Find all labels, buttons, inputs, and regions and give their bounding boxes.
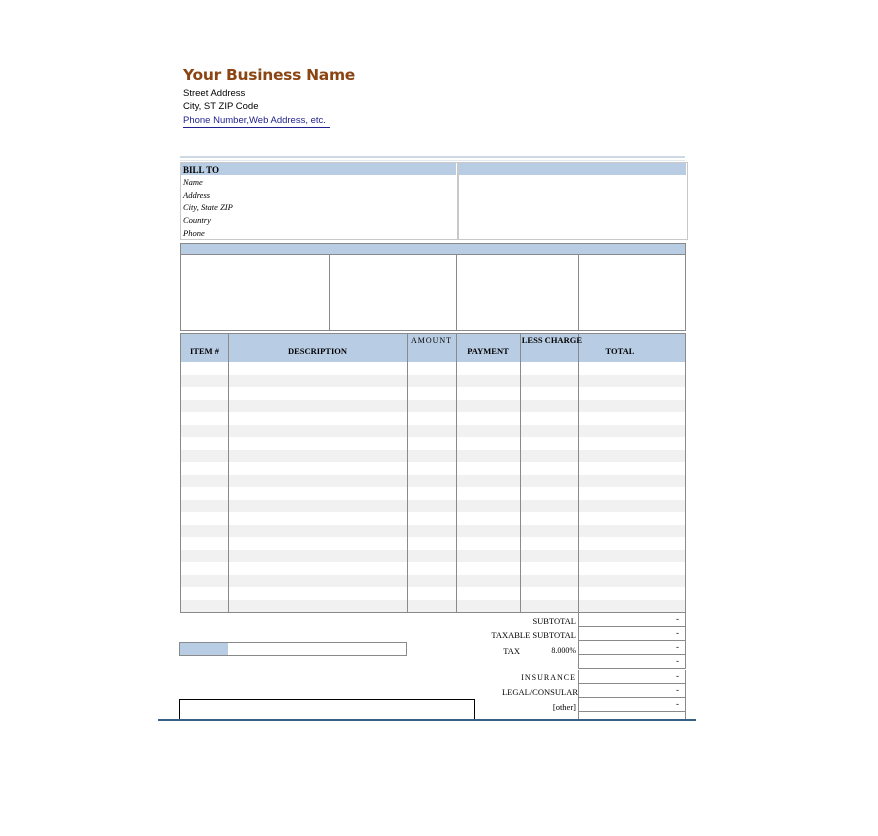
header-total: TOTAL (605, 346, 635, 356)
blank-total-value[interactable]: - (578, 655, 686, 669)
table-row[interactable] (181, 412, 685, 425)
other-value[interactable]: - (578, 698, 686, 712)
taxable-subtotal-label: TAXABLE SUBTOTAL (491, 630, 576, 640)
table-row[interactable] (181, 525, 685, 538)
ship-to-header-bar (459, 163, 686, 175)
table-row[interactable] (181, 487, 685, 500)
table-row[interactable] (181, 362, 685, 375)
info-header-bar (180, 243, 686, 255)
header-amount: AMOUNT (410, 336, 453, 345)
table-row[interactable] (181, 387, 685, 400)
business-name: Your Business Name (183, 66, 356, 84)
top-rule-2 (180, 160, 685, 161)
insurance-label: INSURANCE (521, 673, 576, 682)
bill-to-header-bar (181, 163, 456, 175)
other-label: [other] (552, 702, 576, 712)
notes-field[interactable] (179, 642, 407, 656)
table-row[interactable] (181, 512, 685, 525)
table-row[interactable] (181, 400, 685, 413)
table-row[interactable] (181, 550, 685, 563)
table-row[interactable] (181, 575, 685, 588)
table-row[interactable] (181, 500, 685, 513)
contact-link[interactable]: Phone Number,Web Address, etc. (183, 115, 330, 128)
bill-to-name[interactable]: Name (183, 177, 203, 187)
legal-consular-value[interactable]: - (578, 684, 686, 698)
header-description: DESCRIPTION (287, 346, 348, 356)
table-row[interactable] (181, 375, 685, 388)
items-table (180, 333, 686, 613)
insurance-value[interactable]: - (578, 670, 686, 684)
tax-label: TAX (503, 646, 520, 656)
tax-rate[interactable]: 8.000% (551, 646, 576, 655)
info-grid (180, 255, 686, 331)
table-row[interactable] (181, 562, 685, 575)
header-less-charge: LESS CHARGE (521, 335, 582, 345)
table-row[interactable] (181, 537, 685, 550)
top-rule-1 (180, 156, 685, 158)
header-payment: PAYMENT (467, 346, 509, 356)
bill-to-address[interactable]: Address (183, 190, 211, 200)
table-row[interactable] (181, 587, 685, 600)
table-row[interactable] (181, 462, 685, 475)
taxable-subtotal-value[interactable]: - (578, 627, 686, 641)
table-row[interactable] (181, 600, 685, 613)
table-row[interactable] (181, 425, 685, 438)
street-address: Street Address (183, 88, 246, 99)
bill-to-title: BILL TO (183, 165, 219, 175)
city-state-zip: City, ST ZIP Code (183, 101, 259, 112)
bill-to-phone[interactable]: Phone (183, 228, 205, 238)
bill-to-city[interactable]: City, State ZIP (183, 202, 233, 212)
tax-value[interactable]: - (578, 641, 686, 655)
subtotal-value[interactable]: - (578, 613, 686, 627)
comments-box[interactable] (179, 699, 475, 721)
notes-label-cell (180, 643, 228, 655)
header-item: ITEM # (189, 346, 220, 356)
subtotal-label: SUBTOTAL (532, 616, 576, 626)
table-row[interactable] (181, 450, 685, 463)
table-row[interactable] (181, 475, 685, 488)
page-bottom-rule (158, 719, 696, 721)
legal-consular-label: LEGAL/CONSULAR (501, 687, 578, 697)
table-row[interactable] (181, 437, 685, 450)
bill-to-country[interactable]: Country (183, 215, 211, 225)
